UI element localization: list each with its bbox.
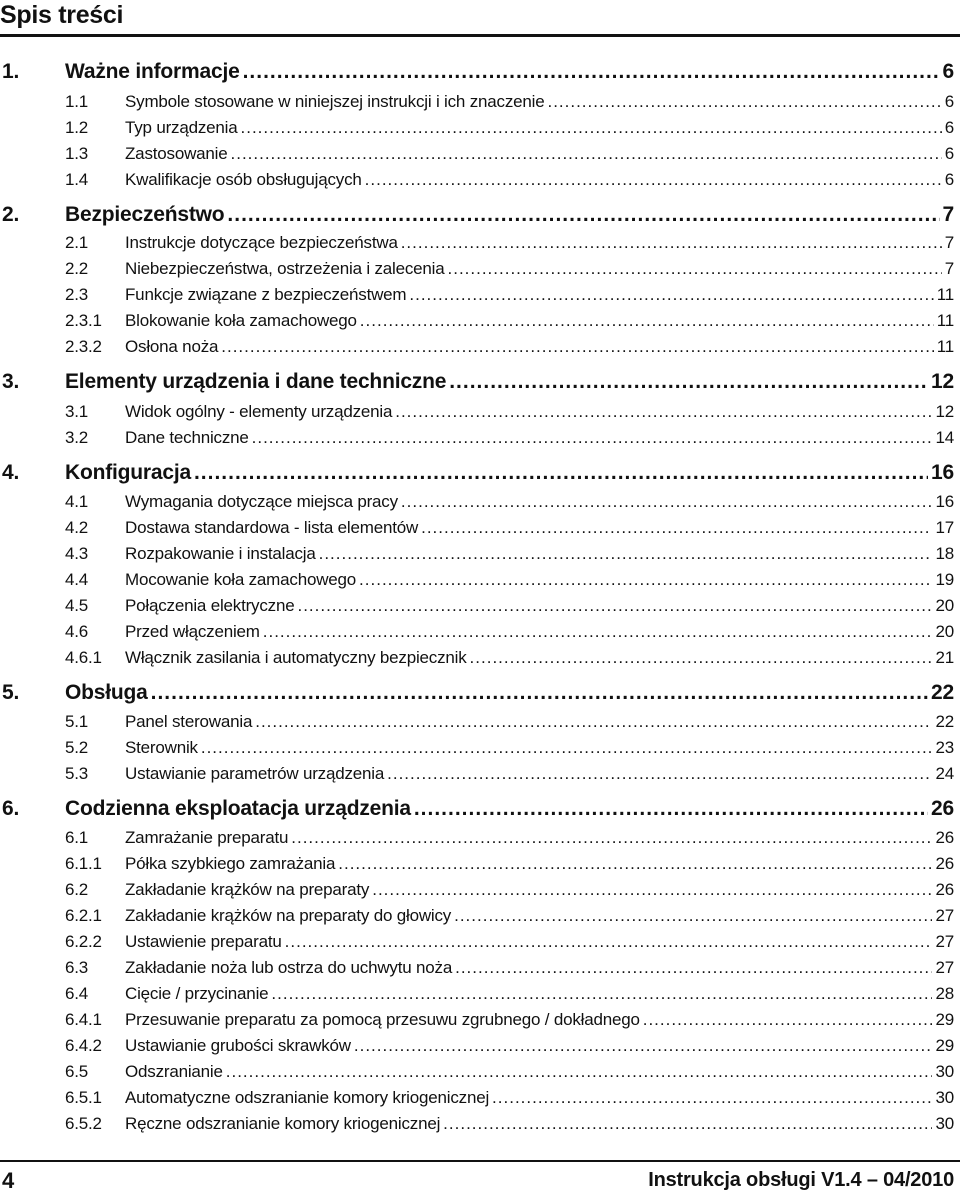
toc-entry-page: 26 (935, 880, 954, 899)
toc-dot-leader (365, 170, 942, 190)
toc-dot-leader (372, 880, 932, 900)
toc-entry-number: 6.4.1 (65, 1010, 102, 1029)
toc-entry[interactable] (0, 712, 954, 732)
toc-entry[interactable] (0, 648, 954, 668)
toc-entry-page: 26 (935, 828, 954, 847)
toc-entry-page: 22 (931, 681, 954, 704)
toc-entry[interactable] (0, 764, 954, 784)
toc-entry-page: 29 (935, 1036, 954, 1055)
toc-entry-number: 5.1 (65, 712, 89, 731)
toc-entry[interactable] (0, 337, 954, 357)
toc-entry-page: 17 (935, 518, 954, 537)
toc-entry-number: 6.1.1 (65, 854, 102, 873)
toc-entry-page: 6 (942, 60, 954, 83)
toc-dot-leader (401, 233, 942, 253)
toc-entry-title: Rozpakowanie i instalacja (125, 544, 316, 563)
toc-entry-page: 7 (944, 233, 954, 252)
toc-dot-leader (319, 544, 933, 564)
toc-entry-number: 3.1 (65, 402, 89, 421)
toc-entry-number: 4.6.1 (65, 648, 102, 667)
toc-entry-page: 20 (935, 596, 954, 615)
toc-entry[interactable] (0, 622, 954, 642)
toc-entry-number: 6.4.2 (65, 1036, 102, 1055)
toc-entry-number: 5.2 (65, 738, 89, 757)
toc-dot-leader (297, 596, 932, 616)
toc-entry[interactable] (0, 144, 954, 164)
toc-entry-number: 4.3 (65, 544, 89, 563)
toc-entry-number: 1.1 (65, 92, 89, 111)
toc-dot-leader (395, 402, 932, 422)
toc-entry-title: Bezpieczeństwo (65, 203, 225, 226)
toc-entry[interactable] (0, 738, 954, 758)
toc-entry[interactable] (0, 285, 954, 305)
toc-entry-title: Konfiguracja (65, 461, 191, 484)
toc-dot-leader (401, 492, 933, 512)
footer-document-version: Instrukcja obsługi V1.4 – 04/2010 (648, 1169, 954, 1191)
toc-dot-leader (455, 958, 932, 978)
toc-entry-number: 6.4 (65, 984, 89, 1003)
toc-entry[interactable] (0, 570, 954, 590)
toc-entry-page: 26 (931, 797, 954, 820)
toc-entry-number: 4.1 (65, 492, 89, 511)
toc-dot-leader (151, 681, 928, 705)
toc-entry-title: Ustawianie parametrów urządzenia (125, 764, 385, 783)
toc-entry[interactable] (0, 958, 954, 978)
toc-entry[interactable] (0, 461, 954, 485)
toc-entry[interactable] (0, 1114, 954, 1134)
toc-entry-title: Przesuwanie preparatu za pomocą przesuwu zgrubnego / dokładnego (125, 1010, 640, 1029)
toc-entry[interactable] (0, 311, 954, 331)
toc-entry-title: Osłona noża (125, 337, 219, 356)
toc-entry[interactable] (0, 1010, 954, 1030)
toc-entry-page: 21 (935, 648, 954, 667)
toc-entry-title: Kwalifikacje osób obsługujących (125, 170, 362, 189)
toc-entry[interactable] (0, 854, 954, 874)
toc-entry-number: 5.3 (65, 764, 89, 783)
toc-dot-leader (201, 738, 933, 758)
toc-entry-page: 30 (935, 1088, 954, 1107)
toc-entry-number: 2. (2, 203, 20, 226)
toc-entry-title: Automatyczne odszranianie komory kriogenicznej (125, 1088, 490, 1107)
toc-entry-title: Instrukcje dotyczące bezpieczeństwa (125, 233, 398, 252)
toc-entry-title: Półka szybkiego zamrażania (125, 854, 336, 873)
toc-dot-leader (421, 518, 932, 538)
toc-entry[interactable] (0, 681, 954, 705)
toc-entry-title: Ręczne odszranianie komory kriogenicznej (125, 1114, 441, 1133)
toc-entry-number: 4.2 (65, 518, 89, 537)
toc-entry-title: Przed włączeniem (125, 622, 260, 641)
toc-entry-number: 6.5.1 (65, 1088, 102, 1107)
toc-entry-title: Sterownik (125, 738, 198, 757)
toc-entry-page: 16 (931, 461, 954, 484)
toc-entry[interactable] (0, 518, 954, 538)
toc-entry-number: 2.2 (65, 259, 89, 278)
toc-entry-title: Zakładanie noża lub ostrza do uchwytu noża (125, 958, 453, 977)
toc-entry-number: 1.2 (65, 118, 89, 137)
toc-entry-number: 1.3 (65, 144, 89, 163)
toc-entry-page: 11 (936, 311, 954, 330)
toc-entry[interactable] (0, 1036, 954, 1056)
toc-entry-number: 4.5 (65, 596, 89, 615)
toc-entry-number: 1. (2, 60, 20, 83)
toc-entry-number: 2.3 (65, 285, 89, 304)
toc-entry-title: Cięcie / przycinanie (125, 984, 269, 1003)
toc-entry-number: 4.4 (65, 570, 89, 589)
toc-entry-page: 16 (935, 492, 954, 511)
toc-dot-leader (255, 712, 932, 732)
page-title: Spis treści (0, 1, 124, 29)
toc-entry[interactable] (0, 170, 954, 190)
toc-dot-leader (291, 828, 932, 848)
toc-entry-title: Zastosowanie (125, 144, 228, 163)
toc-entry-page: 6 (944, 118, 954, 137)
toc-dot-leader (271, 984, 932, 1004)
toc-entry-title: Widok ogólny - elementy urządzenia (125, 402, 393, 421)
toc-entry[interactable] (0, 402, 954, 422)
toc-entry[interactable] (0, 880, 954, 900)
toc-entry-title: Obsługa (65, 681, 148, 704)
title-divider (0, 34, 960, 37)
toc-entry-title: Panel sterowania (125, 712, 253, 731)
toc-dot-leader (492, 1088, 932, 1108)
toc-entry[interactable] (0, 1062, 954, 1082)
toc-entry-page: 28 (935, 984, 954, 1003)
toc-entry-page: 12 (931, 370, 954, 393)
toc-entry-title: Niebezpieczeństwa, ostrzeżenia i zalecenia (125, 259, 445, 278)
toc-entry-page: 7 (942, 203, 954, 226)
toc-entry[interactable] (0, 92, 954, 112)
toc-entry[interactable] (0, 932, 954, 952)
toc-entry-number: 2.3.1 (65, 311, 102, 330)
toc-entry-page: 18 (935, 544, 954, 563)
toc-dot-leader (448, 259, 942, 279)
toc-dot-leader (443, 1114, 932, 1134)
toc-entry-page: 19 (935, 570, 954, 589)
footer-divider (0, 1160, 960, 1162)
toc-entry-number: 6.5.2 (65, 1114, 102, 1133)
toc-entry-page: 6 (944, 144, 954, 163)
toc-entry-page: 11 (936, 337, 954, 356)
toc-dot-leader (243, 60, 940, 84)
toc-dot-leader (263, 622, 933, 642)
toc-entry[interactable] (0, 596, 954, 616)
toc-entry-page: 7 (944, 259, 954, 278)
toc-entry-page: 23 (935, 738, 954, 757)
toc-entry[interactable] (0, 60, 954, 84)
toc-entry-title: Włącznik zasilania i automatyczny bezpiecznik (125, 648, 467, 667)
toc-dot-leader (454, 906, 932, 926)
toc-dot-leader (360, 311, 934, 331)
toc-entry[interactable] (0, 203, 954, 227)
toc-entry[interactable] (0, 428, 954, 448)
toc-entry-number: 3. (2, 370, 20, 393)
toc-entry-title: Zakładanie krążków na preparaty (125, 880, 370, 899)
toc-entry[interactable] (0, 370, 954, 394)
toc-entry-page: 6 (944, 92, 954, 111)
toc-dot-leader (449, 370, 928, 394)
toc-entry-page: 30 (935, 1062, 954, 1081)
toc-entry-page: 22 (935, 712, 954, 731)
toc-dot-leader (547, 92, 941, 112)
toc-entry-title: Codzienna eksploatacja urządzenia (65, 797, 411, 820)
toc-entry-number: 6. (2, 797, 20, 820)
toc-entry-number: 2.3.2 (65, 337, 102, 356)
toc-entry-number: 3.2 (65, 428, 89, 447)
toc-entry-title: Typ urządzenia (125, 118, 238, 137)
toc-dot-leader (221, 337, 933, 357)
toc-entry-number: 6.1 (65, 828, 89, 847)
toc-dot-leader (227, 203, 939, 227)
toc-entry-title: Symbole stosowane w niniejszej instrukcji i ich znaczenie (125, 92, 545, 111)
toc-entry-page: 26 (935, 854, 954, 873)
toc-entry-number: 4.6 (65, 622, 89, 641)
toc-entry-title: Zakładanie krążków na preparaty do głowicy (125, 906, 452, 925)
toc-entry[interactable] (0, 906, 954, 926)
toc-entry[interactable] (0, 828, 954, 848)
toc-entry-title: Funkcje związane z bezpieczeństwem (125, 285, 407, 304)
toc-entry-page: 14 (935, 428, 954, 447)
toc-entry[interactable] (0, 984, 954, 1004)
toc-entry-title: Mocowanie koła zamachowego (125, 570, 357, 589)
toc-entry-page: 27 (935, 932, 954, 951)
toc-entry-number: 4. (2, 461, 20, 484)
toc-entry-number: 5. (2, 681, 20, 704)
toc-dot-leader (643, 1010, 933, 1030)
toc-dot-leader (226, 1062, 933, 1082)
toc-entry-page: 20 (935, 622, 954, 641)
toc-entry-title: Ustawianie grubości skrawków (125, 1036, 351, 1055)
toc-dot-leader (354, 1036, 933, 1056)
toc-entry-page: 11 (936, 285, 954, 304)
toc-entry-page: 27 (935, 958, 954, 977)
toc-dot-leader (414, 797, 928, 821)
toc-entry-number: 2.1 (65, 233, 89, 252)
toc-entry-page: 30 (935, 1114, 954, 1133)
toc-entry-number: 1.4 (65, 170, 89, 189)
toc-entry-page: 29 (935, 1010, 954, 1029)
toc-entry[interactable] (0, 1088, 954, 1108)
toc-dot-leader (470, 648, 933, 668)
toc-entry[interactable] (0, 118, 954, 138)
toc-entry-title: Ważne informacje (65, 60, 240, 83)
toc-entry-title: Dostawa standardowa - lista elementów (125, 518, 419, 537)
toc-entry-title: Wymagania dotyczące miejsca pracy (125, 492, 398, 511)
toc-entry-number: 6.2 (65, 880, 89, 899)
toc-entry[interactable] (0, 259, 954, 279)
toc-dot-leader (338, 854, 932, 874)
toc-entry[interactable] (0, 544, 954, 564)
toc-entry-number: 6.5 (65, 1062, 89, 1081)
toc-dot-leader (231, 144, 942, 164)
toc-dot-leader (387, 764, 932, 784)
toc-entry-number: 6.2.1 (65, 906, 102, 925)
toc-dot-leader (194, 461, 928, 485)
toc-dot-leader (241, 118, 942, 138)
toc-entry-title: Odszranianie (125, 1062, 223, 1081)
toc-entry[interactable] (0, 492, 954, 512)
toc-entry-page: 6 (944, 170, 954, 189)
toc-entry-page: 27 (935, 906, 954, 925)
toc-entry-page: 12 (935, 402, 954, 421)
toc-entry[interactable] (0, 797, 954, 821)
toc-entry-number: 6.2.2 (65, 932, 102, 951)
toc-entry[interactable] (0, 233, 954, 253)
toc-entry-page: 24 (935, 764, 954, 783)
toc-dot-leader (252, 428, 933, 448)
toc-entry-title: Dane techniczne (125, 428, 249, 447)
toc-dot-leader (359, 570, 932, 590)
toc-entry-number: 6.3 (65, 958, 89, 977)
toc-entry-title: Połączenia elektryczne (125, 596, 295, 615)
toc-dot-leader (409, 285, 933, 305)
toc-entry-title: Blokowanie koła zamachowego (125, 311, 357, 330)
footer-page-number: 4 (2, 1168, 15, 1193)
toc-dot-leader (285, 932, 933, 952)
toc-entry-title: Zamrażanie preparatu (125, 828, 289, 847)
toc-entry-title: Ustawienie preparatu (125, 932, 282, 951)
toc-entry-title: Elementy urządzenia i dane techniczne (65, 370, 447, 393)
